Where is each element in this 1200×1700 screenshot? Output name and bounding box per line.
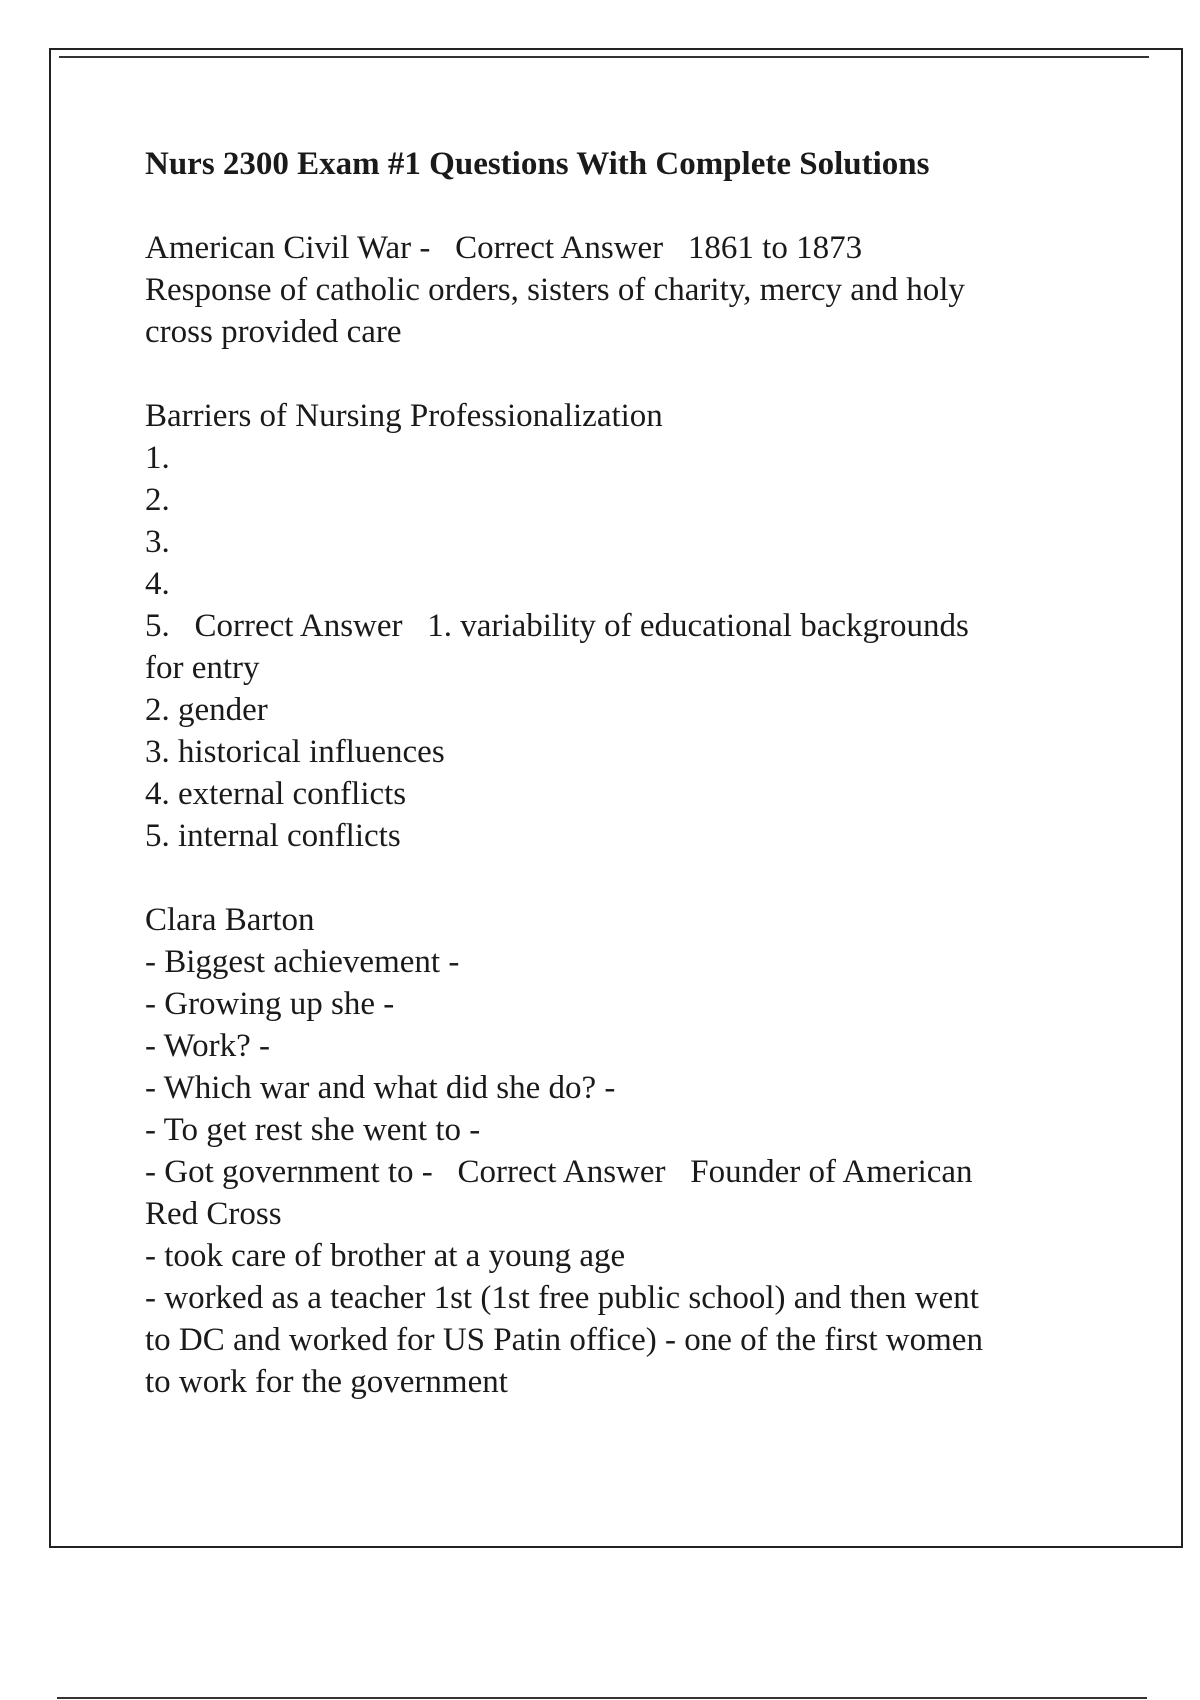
text-line: - Biggest achievement -: [145, 944, 460, 980]
top-divider: [59, 56, 1149, 58]
text-line: Barriers of Nursing Professionalization: [145, 398, 663, 434]
text-line: 5. Correct Answer 1. variability of educational backgrounds: [145, 608, 969, 644]
text-line: Clara Barton: [145, 902, 315, 938]
text-line: Red Cross: [145, 1196, 282, 1232]
text-line: - worked as a teacher 1st (1st free public school) and then went: [145, 1280, 979, 1316]
text-line: - Growing up she -: [145, 986, 395, 1022]
qa-item-civil-war: [145, 227, 1095, 353]
text-line: 3. historical influences: [145, 734, 445, 770]
text-line: 3.: [145, 524, 170, 560]
text-line: - Got government to - Correct Answer Founder of American: [145, 1154, 973, 1190]
qa-item-clara-barton: [145, 899, 1095, 1403]
text-line: 4.: [145, 566, 170, 602]
text-line: 1.: [145, 440, 170, 476]
text-line: 2. gender: [145, 692, 268, 728]
text-line: - Which war and what did she do? -: [145, 1070, 616, 1106]
document-title: Nurs 2300 Exam #1 Questions With Complete Solutions: [145, 146, 930, 182]
text-line: cross provided care: [145, 314, 402, 350]
text-line: Response of catholic orders, sisters of charity, mercy and holy: [145, 272, 965, 308]
text-line: 4. external conflicts: [145, 776, 407, 812]
text-line: 5. internal conflicts: [145, 818, 401, 854]
text-line: - Work? -: [145, 1028, 271, 1064]
text-line: American Civil War - Correct Answer 1861 to 1873: [145, 230, 863, 266]
text-line: for entry: [145, 650, 260, 686]
text-line: 2.: [145, 482, 170, 518]
text-line: - To get rest she went to -: [145, 1112, 481, 1148]
document-content: [145, 143, 1095, 1445]
qa-item-barriers: [145, 395, 1095, 857]
text-line: to DC and worked for US Patin office) - one of the first women: [145, 1322, 983, 1358]
text-line: to work for the government: [145, 1364, 508, 1400]
bottom-divider: [57, 1697, 1147, 1699]
text-line: - took care of brother at a young age: [145, 1238, 626, 1274]
